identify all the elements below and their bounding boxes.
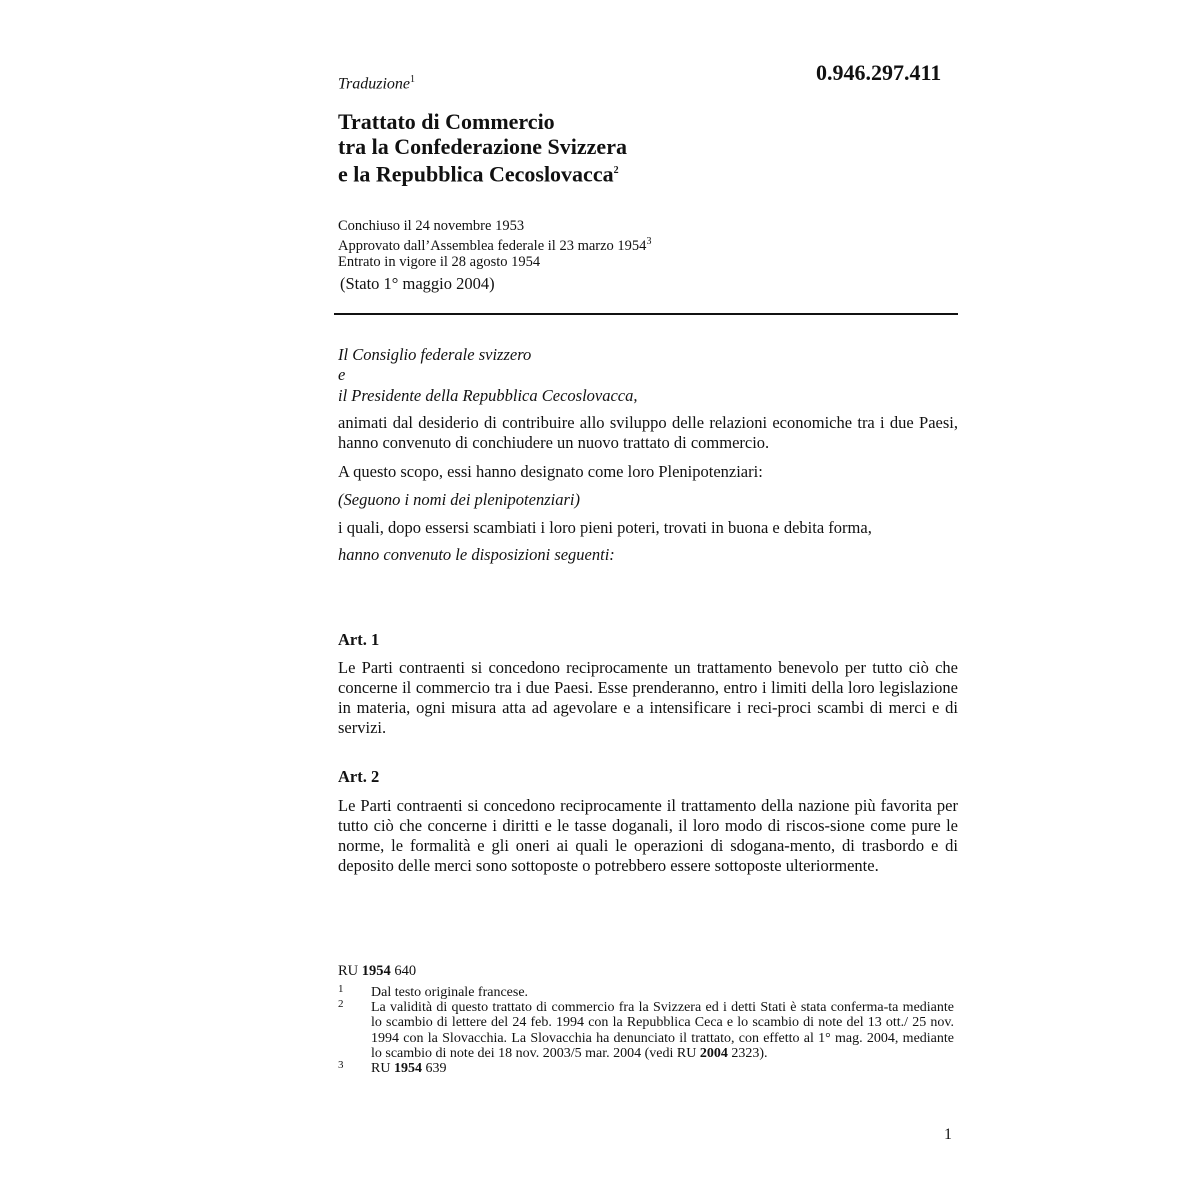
translation-label: Traduzione$^1$ bbox=[338, 74, 416, 93]
footnote-2: 2 La validità di questo trattato di commercio fra la Svizzera ed i detti Stati è stata conferma-ta mediante lo scambio di lettere del 24 feb. 1994 con la Repubblica Ceca e lo scambio di note del 13 ott./ 25 nov. 1994 con la Slovacchia. La Slovacchia ha denunciato il trattato, con effetto al 1° mag. 2004, mediante lo scambio di note dei 18 nov. 2003/5 mar. 2004 (vedi RU 2004 2323). bbox=[338, 998, 954, 1061]
article-1-text: Le Parti contraenti si concedono reciprocamente un trattamento benevolo per tutto ciò che concerne il commercio tra i due Paesi. Esse prenderanno, entro i limiti della loro legislazione in materia, ogni misura atta ad agevolare e a intensificare i reci-proci scambi di merci e di servizi. bbox=[338, 658, 958, 737]
preamble-paragraph-3: i quali, dopo essersi scambiati i loro pieni poteri, trovati in buona e debita forma, bbox=[338, 518, 872, 537]
footnote-ref-3: 3 bbox=[646, 236, 652, 247]
footnote-1: 1 Dal testo originale francese. bbox=[338, 983, 529, 1000]
preamble-party-2: il Presidente della Repubblica Cecoslovacca, bbox=[338, 386, 638, 405]
footnote-ref-1: 1 bbox=[410, 74, 416, 85]
article-1-title: Art. 1 bbox=[338, 630, 380, 649]
footnote-3: 3 RU 1954 639 bbox=[338, 1059, 447, 1077]
preamble-conjunction: e bbox=[338, 365, 346, 384]
footnote-ref-2: 2 bbox=[613, 165, 619, 176]
preamble-party-1: Il Consiglio federale svizzero bbox=[338, 345, 532, 364]
document-title bbox=[338, 110, 627, 187]
status-date: (Stato 1° maggio 2004) bbox=[340, 274, 495, 293]
sr-number: 0.946.297.411 bbox=[816, 60, 942, 85]
article-2-text: Le Parti contraenti si concedono reciprocamente il trattamento della nazione più favorita per tutto ciò che concerne i diritti e le tasse doganali, il loro modo di riscos-sione come pure le norme, le formalità e gli oneri ai quali le operazioni di sdogana-mento, di trasbordo e di deposito delle merci sono sottoposte o potrebbero essere sottoposte ulteriormente. bbox=[338, 796, 958, 875]
concluded-date: Conchiuso il 24 novembre 1953 bbox=[338, 218, 525, 234]
title-line-2: tra la Confederazione Svizzera bbox=[338, 133, 627, 159]
preamble-paragraph-4: hanno convenuto le disposizioni seguenti: bbox=[338, 545, 615, 564]
footnotes bbox=[338, 985, 954, 1076]
footnote-number: 3 bbox=[338, 1059, 344, 1072]
preamble-paragraph-1: animati dal desiderio di contribuire allo sviluppo delle relazioni economiche tra i due Paesi, hanno convenuto di conchiudere un nuovo trattato di commercio. bbox=[338, 413, 958, 452]
ru-reference: RU 1954 640 bbox=[338, 963, 417, 979]
footnote-number: 2 bbox=[338, 998, 344, 1011]
plenipotentiaries-note: (Seguono i nomi dei plenipotenziari) bbox=[338, 490, 580, 509]
dates-block bbox=[338, 218, 651, 270]
article-2-title: Art. 2 bbox=[338, 767, 380, 786]
horizontal-rule bbox=[334, 313, 958, 315]
page-number: 1 bbox=[944, 1126, 952, 1143]
title-line-3: e la Repubblica Cecoslovacca$^2$ bbox=[338, 161, 619, 187]
title-line-1: Trattato di Commercio bbox=[338, 109, 555, 134]
footnote-number: 1 bbox=[338, 983, 344, 995]
preamble-paragraph-2: A questo scopo, essi hanno designato come loro Plenipotenziari: bbox=[338, 462, 763, 481]
approved-date: Approvato dall’Assemblea federale il 23 marzo 1954$^3$ bbox=[338, 236, 652, 254]
in-force-date: Entrato in vigore il 28 agosto 1954 bbox=[338, 253, 541, 270]
